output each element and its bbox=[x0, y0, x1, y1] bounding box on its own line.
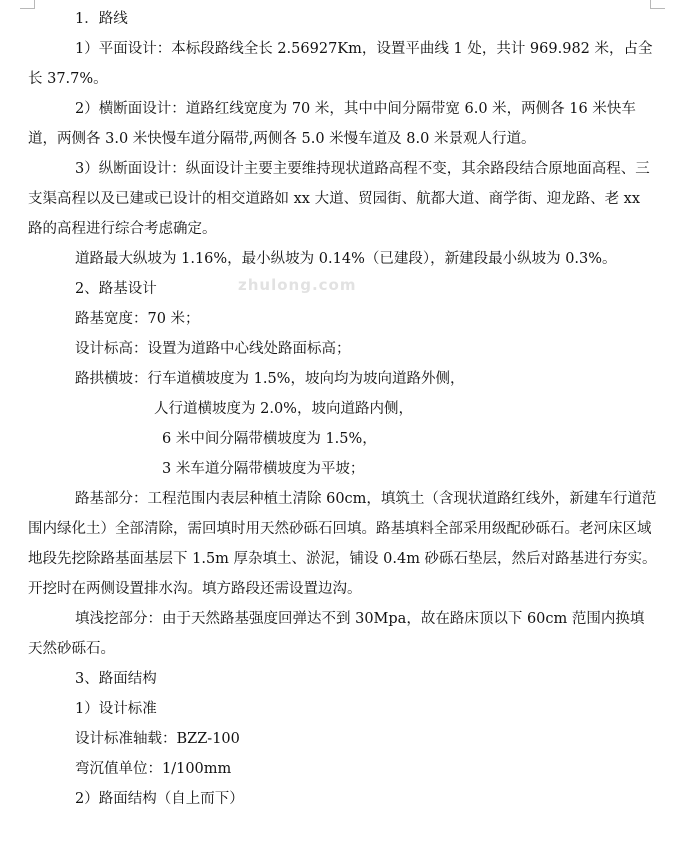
paragraph-deflection-unit: 弯沉值单位：1/100mm bbox=[75, 761, 232, 777]
paragraph-subgrade-width: 路基宽度：70 米； bbox=[75, 311, 200, 327]
paragraph-sidewalk-slope: 人行道横坡度为 2.0%，坡向道路内侧， bbox=[154, 401, 413, 417]
document-body bbox=[28, 4, 658, 814]
paragraph-cross-section: 2）横断面设计：道路红线宽度为 70 米，其中中间分隔带宽 6.0 米，两侧各 16 米快车道，两侧各 3.0 米快慢车道分隔带,两侧各 5.0 米慢车道及 8.0 米景观人行道。 bbox=[28, 101, 636, 147]
paragraph-median-slope: 6 米中间分隔带横坡度为 1.5%， bbox=[162, 431, 377, 447]
paragraph-axle-load: 设计标准轴载：BZZ-100 bbox=[75, 731, 240, 747]
paragraph-grade: 道路最大纵坡为 1.16%，最小纵坡为 0.14%（已建段），新建段最小纵坡为 0.3%。 bbox=[75, 251, 617, 267]
section-heading-pavement: 3、路面结构 bbox=[75, 671, 157, 687]
paragraph-subgrade-part: 路基部分：工程范围内表层种植土清除 60cm，填筑土（含现状道路红线外，新建车行道范围内绿化土）全部清除，需回填时用天然砂砾石回填。路基填料全部采用级配砂砾石。老河床区域地段先挖除路基面基层下 1.5m 厚杂填土、淤泥，铺设 0.4m 砂砾石垫层，然后对路基进行夯实。开挖时在两侧设置排水沟。填方路段还需设置边沟。 bbox=[28, 491, 657, 597]
paragraph-design-elevation: 设计标高：设置为道路中心线处路面标高； bbox=[75, 341, 351, 357]
paragraph-longitudinal: 3）纵断面设计：纵面设计主要主要维持现状道路高程不变，其余路段结合原地面高程、三支渠高程以及已建或已设计的相交道路如 xx 大道、贸园街、航都大道、商学街、迎龙路、老 xx 路的高程进行综合考虑确定。 bbox=[28, 161, 650, 237]
paragraph-lane-divider-slope: 3 米车道分隔带横坡度为平坡； bbox=[162, 461, 365, 477]
paragraph-pavement-structure: 2）路面结构（自上而下） bbox=[75, 791, 244, 807]
watermark: zhulong.com bbox=[238, 276, 357, 294]
paragraph-shallow-fill: 填浅挖部分：由于天然路基强度回弹达不到 30Mpa，故在路床顶以下 60cm 范围内换填天然砂砾石。 bbox=[28, 611, 645, 657]
section-heading-subgrade: 2、路基设计 bbox=[75, 281, 157, 297]
paragraph-design-standard: 1）设计标准 bbox=[75, 701, 157, 717]
paragraph-plane-design: 1）平面设计：本标段路线全长 2.56927Km，设置平曲线 1 处，共计 969.982 米，占全长 37.7%。 bbox=[28, 41, 653, 87]
paragraph-crown-slope: 路拱横坡：行车道横坡度为 1.5%，坡向均为坡向道路外侧， bbox=[75, 371, 465, 387]
section-heading-route: 1．路线 bbox=[75, 11, 128, 27]
